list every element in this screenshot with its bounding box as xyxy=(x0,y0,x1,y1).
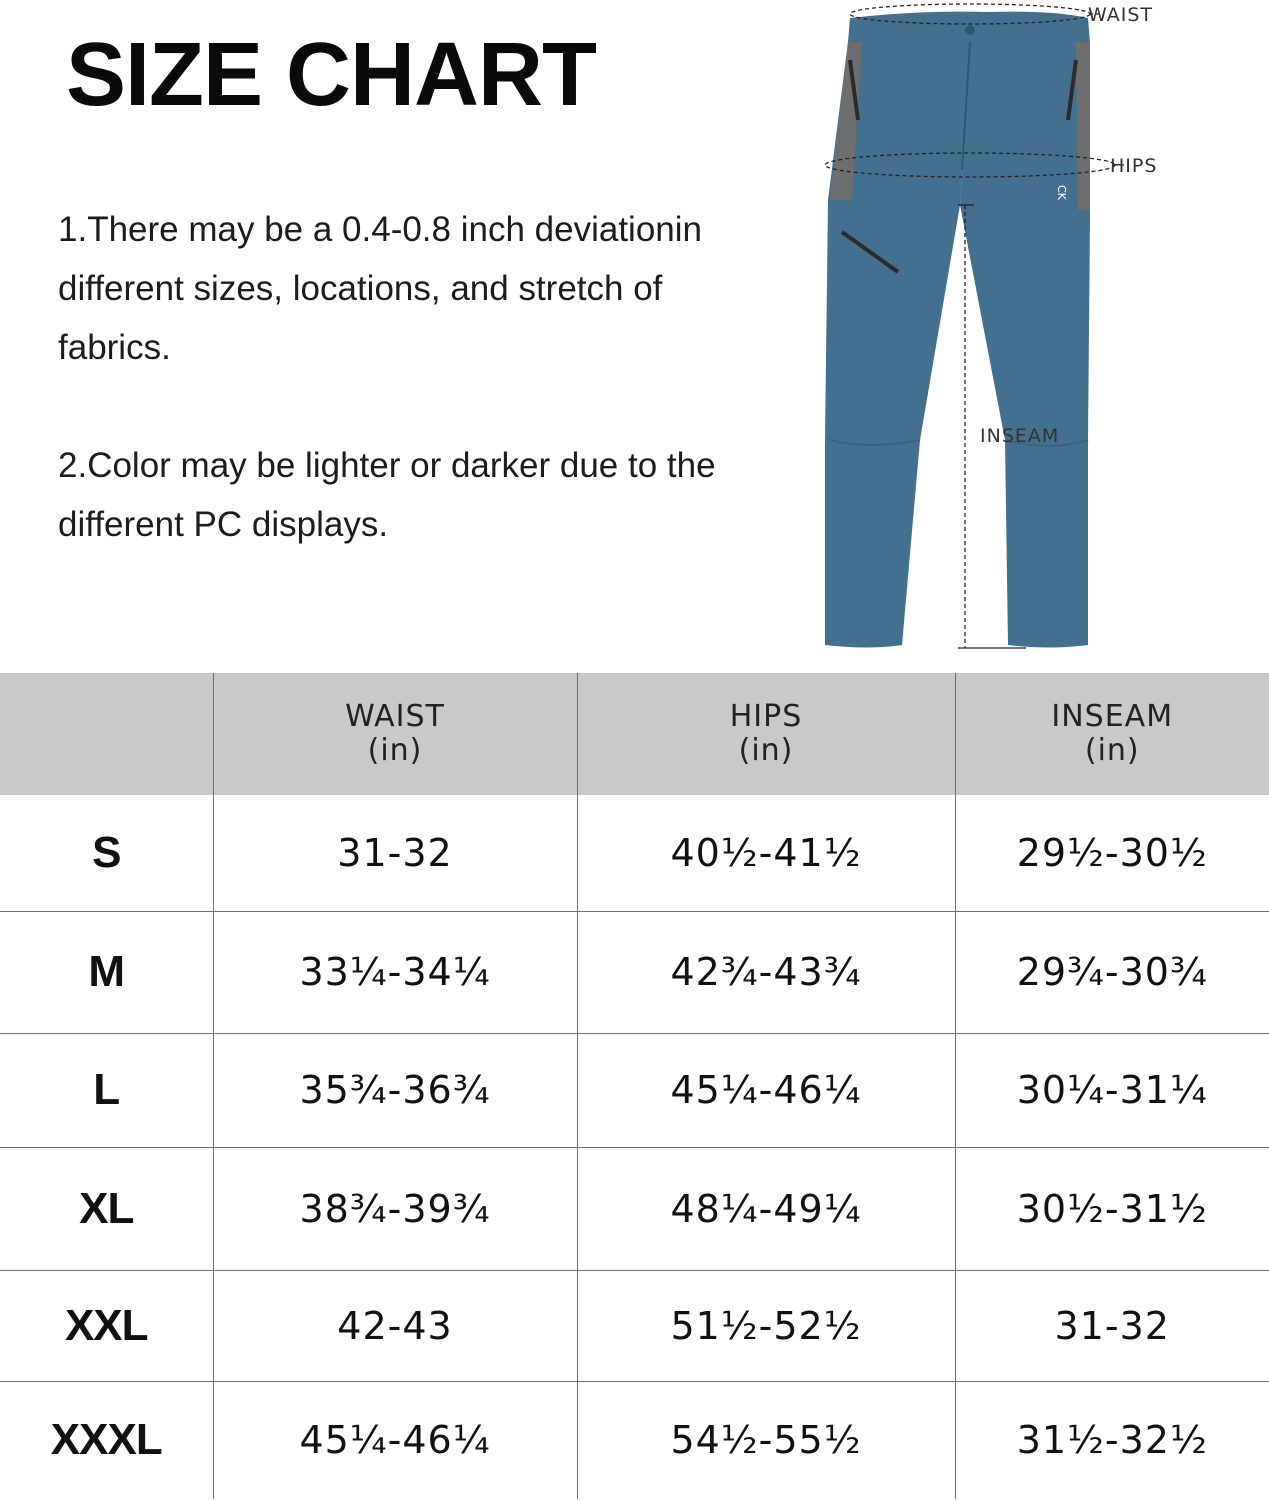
size-cell: XXXL xyxy=(0,1381,213,1499)
header-inseam-label: INSEAM xyxy=(1051,699,1174,734)
table-row xyxy=(0,911,1269,1033)
inseam-cell: 31-32 xyxy=(955,1270,1269,1381)
inseam-cell: 29¾-30¾ xyxy=(955,911,1269,1033)
logo-text: CK xyxy=(1055,185,1068,200)
waist-cell: 33¼-34¼ xyxy=(213,911,577,1033)
header-hips xyxy=(577,673,955,795)
size-cell: S xyxy=(92,827,121,877)
header-waist xyxy=(213,673,577,795)
size-table xyxy=(0,673,1269,1499)
inseam-cell: 30½-31½ xyxy=(955,1147,1269,1270)
waist-cell: 42-43 xyxy=(213,1270,577,1381)
inseam-cell: 30¼-31¼ xyxy=(955,1033,1269,1147)
size-cell: M xyxy=(0,911,213,1033)
note-deviation: 1.There may be a 0.4-0.8 inch deviationin different sizes, locations, and stretch of fabrics. xyxy=(58,210,702,367)
header-hips-label: HIPS xyxy=(729,699,803,734)
hips-cell: 48¼-49¼ xyxy=(577,1147,955,1270)
header-waist-label: WAIST xyxy=(345,699,445,734)
hips-label: HIPS xyxy=(1110,155,1158,177)
table-row xyxy=(0,1381,1269,1499)
table-row xyxy=(0,1270,1269,1381)
right-side-panel xyxy=(1076,42,1090,210)
header-inseam xyxy=(955,673,1269,795)
table-row xyxy=(0,1147,1269,1270)
waist-cell: 45¼-46¼ xyxy=(213,1381,577,1499)
inseam-label: INSEAM xyxy=(980,425,1060,447)
size-cell: L xyxy=(0,1033,213,1147)
header-inseam-unit: (in) xyxy=(1084,733,1140,768)
note-color: 2.Color may be lighter or darker due to the different PC displays. xyxy=(58,446,716,544)
pants-image xyxy=(790,0,1190,660)
waist-cell: 38¾-39¾ xyxy=(213,1147,577,1270)
hips-cell: 42¾-43¾ xyxy=(577,911,955,1033)
waist-button xyxy=(965,25,975,35)
waist-cell: 31-32 xyxy=(213,795,577,911)
hips-cell: 40½-41½ xyxy=(577,795,955,911)
header-waist-unit: (in) xyxy=(367,733,423,768)
inseam-cell: 31½-32½ xyxy=(955,1381,1269,1499)
header-size xyxy=(0,673,213,795)
table-header-row xyxy=(0,673,1269,795)
hips-cell: 51½-52½ xyxy=(577,1270,955,1381)
waist-cell: 35¾-36¾ xyxy=(213,1033,577,1147)
size-cell: XL xyxy=(0,1147,213,1270)
table-row xyxy=(0,795,1269,911)
page-title: SIZE CHART xyxy=(66,25,596,125)
hips-cell: 54½-55½ xyxy=(577,1381,955,1499)
table-row xyxy=(0,1033,1269,1147)
inseam-cell: 29½-30½ xyxy=(955,795,1269,911)
right-leg xyxy=(960,42,1090,648)
waist-label: WAIST xyxy=(1088,4,1154,26)
hips-cell: 45¼-46¼ xyxy=(577,1033,955,1147)
size-cell: XXL xyxy=(0,1270,213,1381)
notes xyxy=(58,200,758,554)
header-hips-unit: (in) xyxy=(738,733,794,768)
pants-measurement-figure xyxy=(790,0,1190,660)
